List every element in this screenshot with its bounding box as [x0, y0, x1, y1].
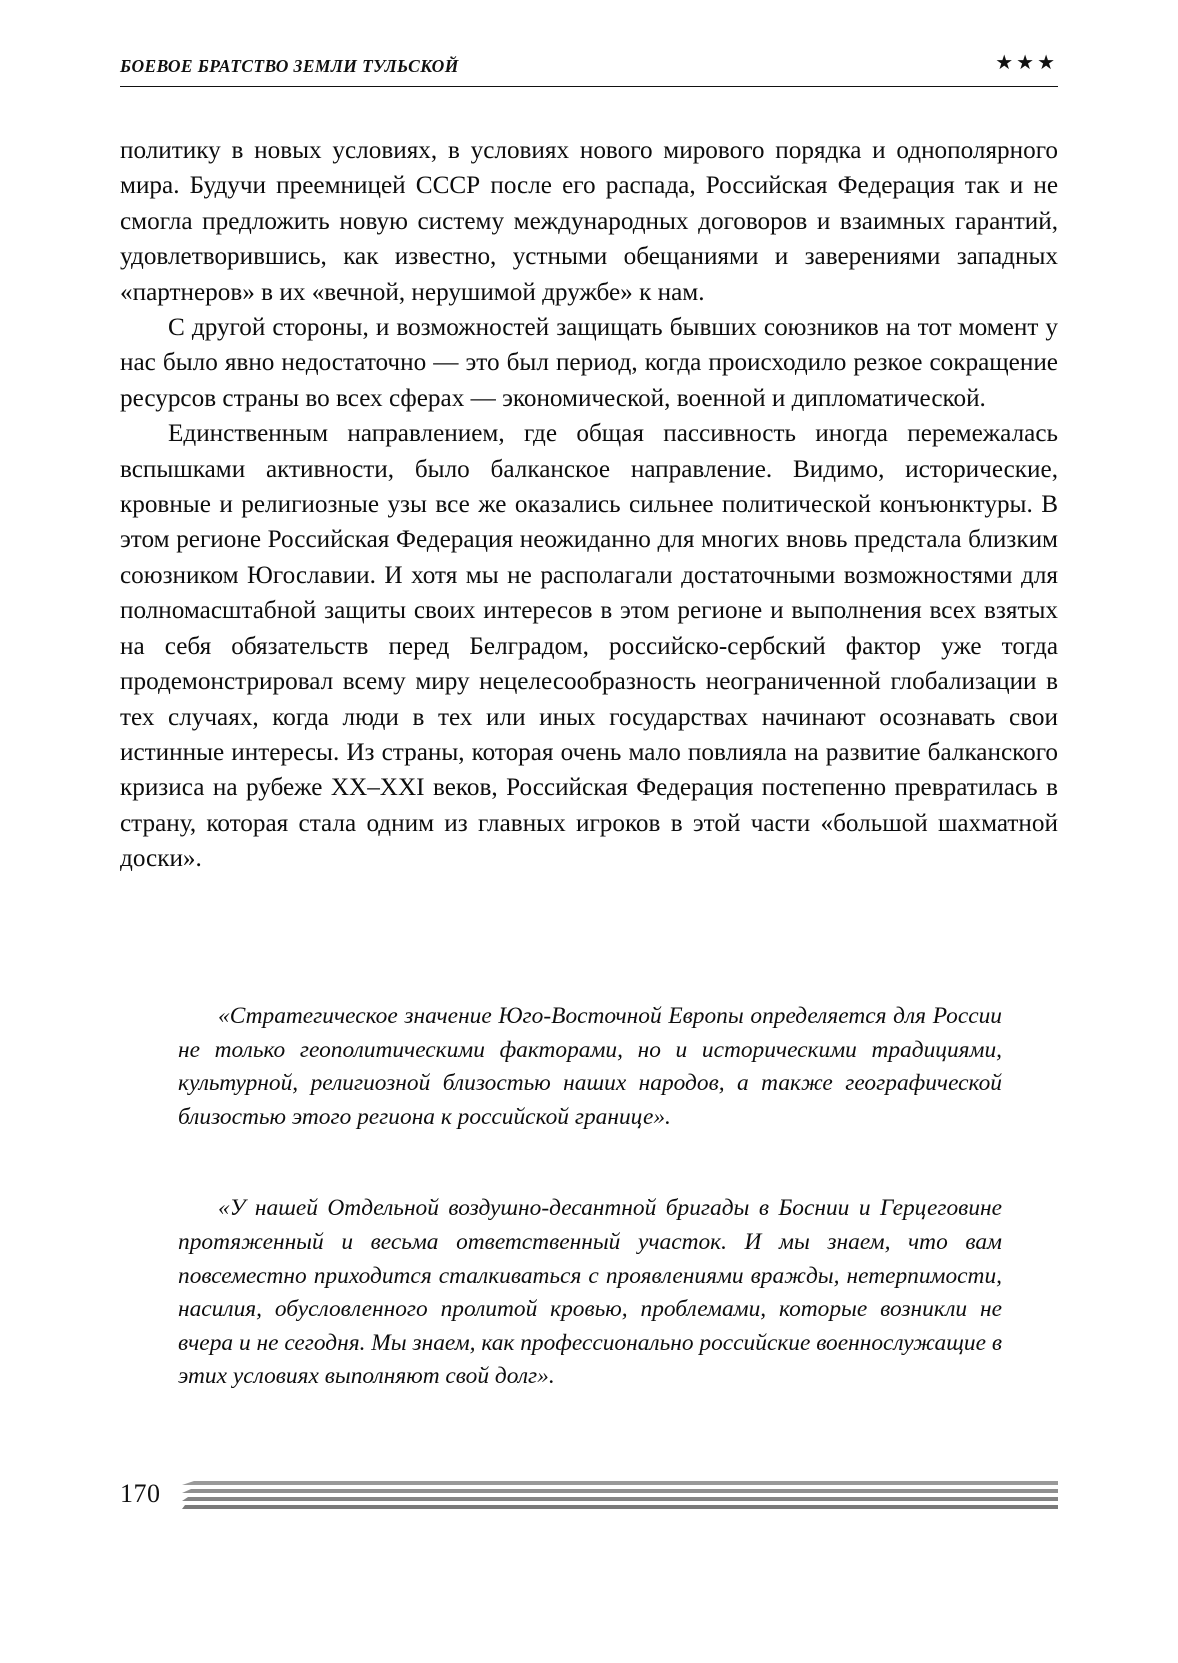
footer-ornament-rules — [182, 1481, 1058, 1509]
body-paragraph: политику в новых условиях, в условиях нового мирового порядка и однополярного мира. Будучи преемницей СССР после его распада, Российская Федерация так и не смогла предложить новую систему международных договоров и взаимных гарантий, удовлетворившись, как известно, устными обещаниями и заверениями западных «партнеров» в их «вечной, нерушимой дружбе» к нам. — [120, 137, 1058, 306]
stars-ornament-icon: ★★★ — [995, 52, 1058, 74]
running-head-rule — [120, 86, 1058, 87]
page-footer — [120, 1475, 1058, 1517]
footer-rule-2 — [182, 1489, 1058, 1493]
footer-rule-4 — [182, 1505, 1058, 1509]
footer-rule-1 — [182, 1481, 1058, 1485]
running-head-title: БОЕВОЕ БРАТСТВО ЗЕМЛИ ТУЛЬСКОЙ — [120, 56, 459, 76]
pull-quote: «У нашей Отдельной воздушно-десантной бригады в Боснии и Герцеговине протяженный и весьма ответственный участок. И мы знаем, что вам повсеместно приходится сталкиваться с проявлениями вражды, нетерпимости, насилия, обусловленного пролитой кровью, проблемами, которые возникли не вчера и не сегодня. Мы знаем, как профессионально российские военнослужащие в этих условиях выполняют свой долг». — [178, 1195, 1002, 1390]
running-head — [120, 52, 1058, 90]
body-paragraph: Единственным направлением, где общая пассивность иногда перемежалась вспышками активности, было балканское направление. Видимо, исторические, кровные и религиозные узы все же оказались сильнее политической конъюнктуры. В этом регионе Российская Федерация неожиданно для многих вновь предстала близким союзником Югославии. И хотя мы не располагали достаточными возможностями для полномасштабной защиты своих интересов в этом регионе и выполнения всех взятых на себя обязательств перед Белградом, российско-сербский фактор уже тогда продемонстрировал всему миру нецелесообразность неограниченной глобализации в тех случаях, когда люди в тех или иных государствах начинают осознавать свои истинные интересы. Из страны, которая очень мало повлияла на развитие балканского кризиса на рубеже XX–XXI веков, Российская Федерация постепенно превратилась в страну, которая стала одним из главных игроков в этой части «большой шахматной доски». — [120, 420, 1058, 873]
body-paragraph: С другой стороны, и возможностей защищать бывших союзников на тот момент у нас было явно недостаточно — это был период, когда происходило резкое сокращение ресурсов страны во всех сферах — экономической, военной и дипломатической. — [120, 314, 1058, 412]
page-number: 170 — [120, 1479, 161, 1508]
pull-quote: «Стратегическое значение Юго-Восточной Европы определяется для России не только геополитическими факторами, но и историческими традициями, культурной, религиозной близостью наших народов, а также географической близостью этого региона к российской границе». — [178, 1003, 1002, 1130]
pull-quote-block — [178, 1000, 1002, 1394]
body-text-column — [120, 133, 1058, 877]
footer-rule-3 — [182, 1497, 1058, 1501]
